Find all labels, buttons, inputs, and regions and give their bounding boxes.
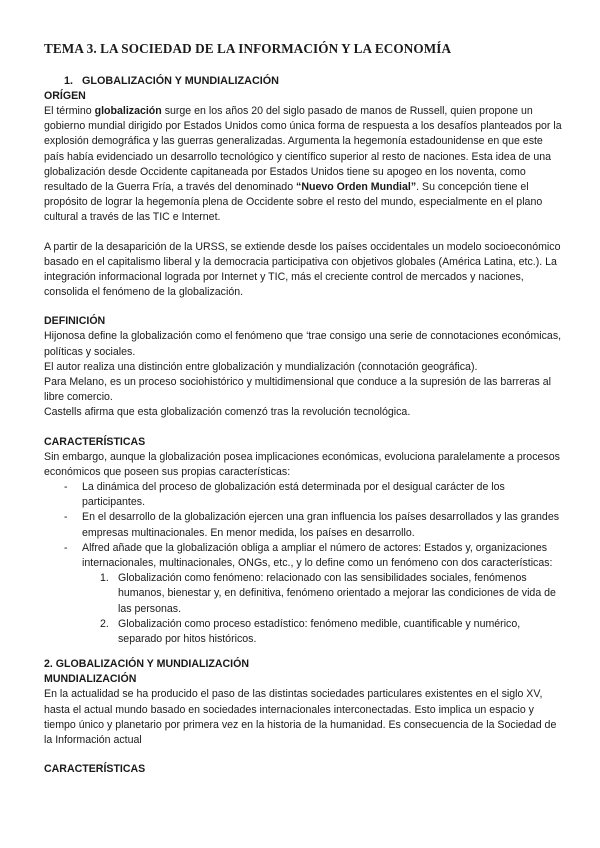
section-1-heading bbox=[44, 74, 562, 89]
numbered-item bbox=[100, 617, 562, 647]
mundializacion-paragraph: En la actualidad se ha producido el paso de las distintas sociedades particulares existentes en el siglo XV, hasta el actual mundo basado en sociedades internacionales interconectadas. Esto implica un espacio y tiempo único y planetario por primera vez en la historia de la humanidad. Es consecuencia de la Sociedad de la Información actual bbox=[44, 688, 557, 746]
section-2-heading: 2. GLOBALIZACIÓN Y MUNDIALIZACIÓN bbox=[44, 658, 250, 671]
list-item bbox=[64, 541, 562, 647]
list-item: - La dinámica del proceso de globalización está determinada por el desigual carácter de los participantes. bbox=[64, 480, 562, 510]
caracteristicas-list bbox=[44, 480, 562, 647]
list-item-text: Alfred añade que la globalización obliga a ampliar el número de actores: Estados y, organizaciones internacionales, multinacionales, ONGs, etc., y lo define como un fenómeno con dos características: bbox=[82, 541, 553, 570]
caracteristicas-heading: CARACTERÍSTICAS bbox=[44, 435, 146, 448]
numbered-list bbox=[82, 571, 562, 647]
definicion-heading: DEFINICIÓN bbox=[44, 315, 106, 328]
caracteristicas-intro: Sin embargo, aunque la globalización posea implicaciones económicas, evoluciona paralelamente a procesos económicos que poseen sus propias características: bbox=[44, 450, 560, 478]
definicion-line: Para Melano, es un proceso sociohistórico y multidimensional que conduce a la supresión de las barreras al libre comercio. bbox=[44, 376, 552, 404]
spacer bbox=[44, 647, 562, 657]
origen-paragraph-1 bbox=[44, 104, 562, 226]
origen-paragraph-2: A partir de la desaparición de la URSS, se extiende desde los países occidentales un modelo socioeconómico basado en el capitalismo liberal y la democracia participativa con objetivos globales (América Latina, etc.). La integración informacional lograda por Internet y TIC, más el creciente control de mercados y naciones, consolida el fenómeno de la globalización. bbox=[44, 240, 561, 299]
mundializacion-heading: MUNDIALIZACIÓN bbox=[44, 673, 137, 686]
numbered-item-number: 1. bbox=[100, 572, 109, 585]
numbered-item-number: 2. bbox=[100, 617, 109, 630]
origen-term-nuevo-orden: “Nuevo Orden Mundial” bbox=[296, 181, 417, 194]
numbered-item-text: Globalización como fenómeno: relacionado con las sensibilidades sociales, fenómenos humanos, bienestar y, en definitiva, fenómeno orientado a mejorar las condiciones de vida de las personas. bbox=[118, 572, 556, 615]
section-1-number: 1. bbox=[64, 75, 74, 87]
section-1-title: GLOBALIZACIÓN Y MUNDIALIZACIÓN bbox=[82, 75, 279, 87]
origen-text-start: El término bbox=[44, 105, 95, 117]
section-2-caracteristicas-heading: CARACTERÍSTICAS bbox=[44, 763, 146, 776]
definicion-line: Hijonosa define la globalización como el fenómeno que ‘trae consigo una serie de connotaciones económicas, políticas y sociales. bbox=[44, 330, 562, 358]
definicion-line: El autor realiza una distinción entre globalización y mundialización (connotación geográfica). bbox=[44, 360, 478, 373]
spacer bbox=[44, 748, 562, 762]
origen-term-globalizacion: globalización bbox=[94, 105, 162, 117]
numbered-item-text: Globalización como proceso estadístico: fenómeno medible, cuantificable y numérico, separado por hitos históricos. bbox=[118, 617, 521, 646]
definicion-line: Castells afirma que esta globalización comenzó tras la revolución tecnológica. bbox=[44, 406, 411, 419]
list-item: - En el desarrollo de la globalización ejercen una gran influencia los países desarrollados y las grandes empresas multinacionales. En menor medida, los países en desarrollo. bbox=[64, 510, 562, 540]
spacer bbox=[44, 300, 562, 314]
origen-text-end: . Su concepción tiene el propósito de lograr la hegemonía plena de Occidente sobre el resto del mundo, especialmente en el plano cultural a través de las TIC e Internet. bbox=[44, 181, 543, 224]
origen-heading: ORÍGEN bbox=[44, 90, 86, 102]
document-title: TEMA 3. LA SOCIEDAD DE LA INFORMACIÓN Y LA ECONOMÍA bbox=[44, 41, 452, 56]
origen-text-middle: surge en los años 20 del siglo pasado de manos de Russell, quien propone un gobierno mundial dirigido por Estados Unidos como única forma de respuesta a los desafíos planteados por la explosión demográfica y las guerras generalizadas. Argumenta la hegemonía estadounidense en que este país había evidenciado un desarrollo tecnológico y científico superior al resto de naciones. Esta idea de una globalización desde Occidente capitaneada por Estados Unidos tiene su apogeo en los noventa, como resultado de la Guerra Fría, a través del denominado bbox=[44, 105, 562, 194]
spacer bbox=[44, 421, 562, 435]
spacer bbox=[44, 226, 562, 240]
numbered-item bbox=[100, 571, 562, 617]
